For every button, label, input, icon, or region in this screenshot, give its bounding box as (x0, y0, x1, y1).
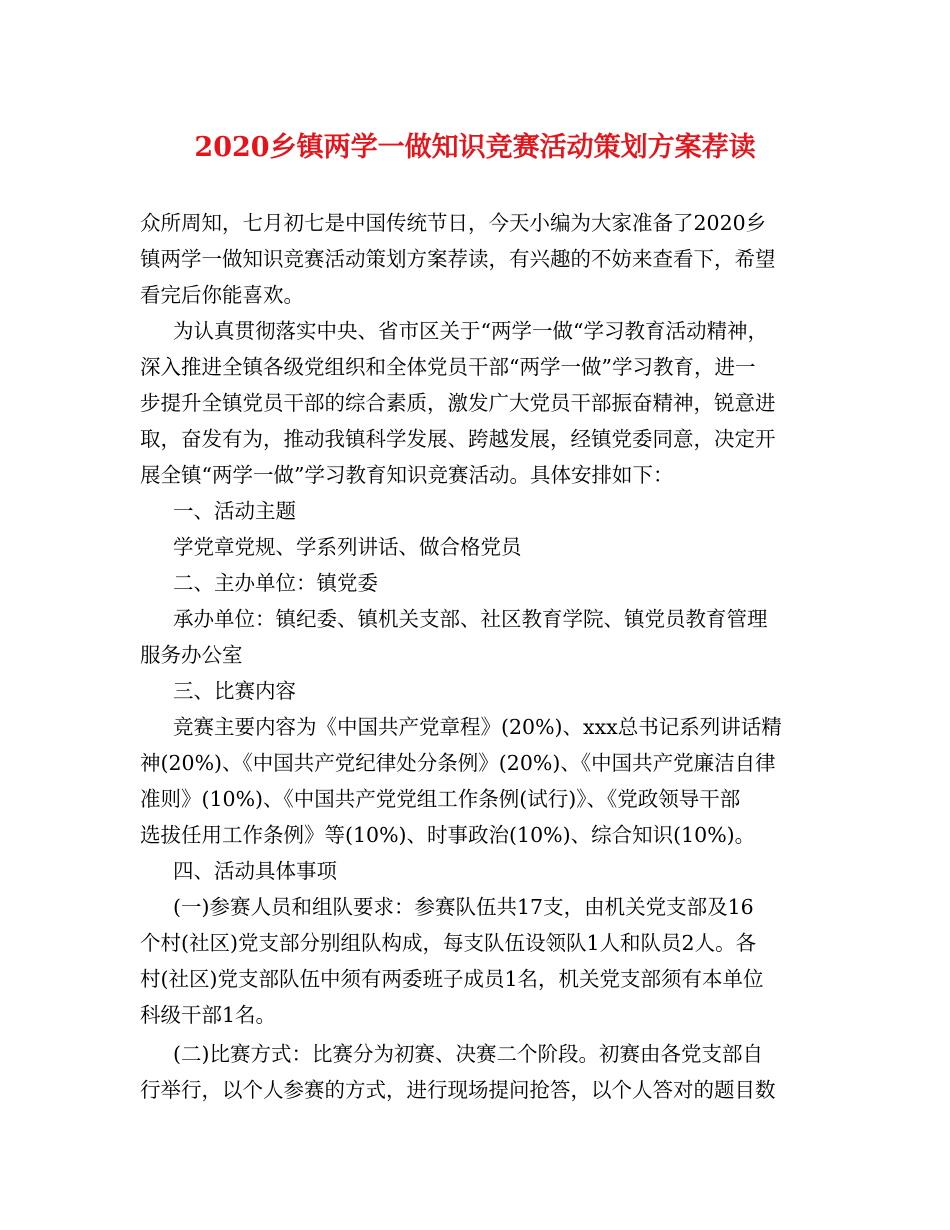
section-heading: 一、活动主题 (173, 499, 296, 523)
section-heading: 二、主办单位：镇党委 (173, 571, 378, 595)
paragraph-line: 众所周知，七月初七是中国传统节日，今天小编为大家准备了2020乡 (140, 211, 767, 235)
paragraph-line: 学党章党规、学系列讲话、做合格党员 (173, 535, 522, 559)
paragraph-line: 科级干部1名。 (140, 1003, 277, 1027)
paragraph-line: 展全镇“两学一做”学习教育知识竞赛活动。具体安排如下： (140, 463, 674, 487)
paragraph-line: 竞赛主要内容为《中国共产党章程》(20%)、xxx总书记系列讲话精 (173, 715, 782, 739)
paragraph-line: 村(社区)党支部队伍中须有两委班子成员1名，机关党支部须有本单位 (140, 967, 764, 991)
paragraph-line: 取，奋发有为，推动我镇科学发展、跨越发展，经镇党委同意，决定开 (140, 427, 776, 451)
paragraph-line: 为认真贯彻落实中央、省市区关于“两学一做“学习教育活动精神， (173, 319, 768, 343)
paragraph-line: (二)比赛方式：比赛分为初赛、决赛二个阶段。初赛由各党支部自 (173, 1042, 763, 1066)
paragraph-line: 深入推进全镇各级党组织和全体党员干部“两学一做”学习教育，进一 (140, 355, 756, 379)
section-heading: 三、比赛内容 (173, 679, 296, 703)
paragraph-line: 服务办公室 (140, 643, 243, 667)
paragraph-line: 步提升全镇党员干部的综合素质，激发广大党员干部振奋精神，锐意进 (140, 391, 776, 415)
paragraph-line: 个村(社区)党支部分别组队构成，每支队伍设领队1人和队员2人。各 (140, 931, 757, 955)
paragraph-line: 选拔任用工作条例》等(10%)、时事政治(10%)、综合知识(10%)。 (140, 823, 756, 847)
paragraph-line: 承办单位：镇纪委、镇机关支部、社区教育学院、镇党员教育管理 (173, 607, 768, 631)
document-title: 2020乡镇两学一做知识竞赛活动策划方案荐读 (194, 132, 756, 163)
paragraph-line: (一)参赛人员和组队要求：参赛队伍共17支，由机关党支部及16 (173, 895, 754, 919)
document-body (140, 205, 820, 1108)
paragraph-line: 行举行，以个人参赛的方式，进行现场提问抢答，以个人答对的题目数 (140, 1078, 776, 1102)
paragraph-line: 神(20%)、《中国共产党纪律处分条例》(20%)、《中国共产党廉洁自律 (140, 751, 776, 775)
section-heading: 四、活动具体事项 (173, 859, 337, 883)
paragraph-line: 看完后你能喜欢。 (140, 283, 304, 307)
paragraph-line: 镇两学一做知识竞赛活动策划方案荐读，有兴趣的不妨来查看下，希望 (140, 247, 776, 271)
paragraph-line: 准则》(10%)、《中国共产党党组工作条例(试行)》、《党政领导干部 (140, 787, 741, 811)
